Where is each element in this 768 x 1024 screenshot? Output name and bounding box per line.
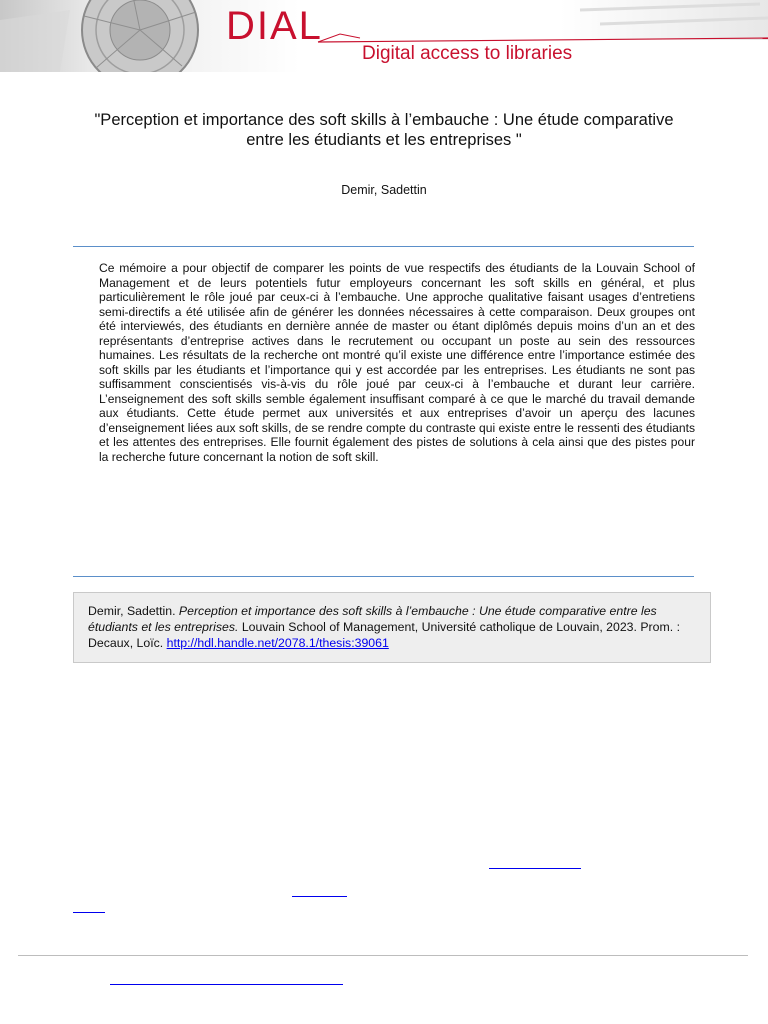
footer-divider [18,955,748,956]
citation-details: Louvain School of Management, Université catholique de Louvain, 2023. Prom. : Decaux, Loïc. [88,620,680,650]
citation-author: Demir, Sadettin. [88,604,176,618]
dial-tagline: Digital access to libraries [362,43,573,64]
citation-box [73,592,711,663]
bottom-divider [73,576,694,577]
dial-banner [0,0,768,72]
document-author: Demir, Sadettin [341,183,427,197]
top-divider [73,246,694,247]
link-underline[interactable] [292,896,347,897]
abstract-text: Ce mémoire a pour objectif de comparer les points de vue respectifs des étudiants de la Louvain School of Management et de leurs potentiels futur employeurs concernant les soft skills en général, et plus particulièrement le rôle joué par ceux-ci à l’embauche. Une approche qualitative faisant usages d’entretiens semi-directifs a été utilisée afin de générer les données nécessaires à cette comparaison. Deux groupes ont été interviewés, des étudiants en dernière année de master ou étant diplômés depuis moins d’un an et des représentants d’entreprise actives dans le recrutement ou occupant un poste au sein des ressources humaines. Les résultats de la recherche ont montré qu’il existe une différence entre l’importance estimée des soft skills par les étudiants et l’importance qui y est accordée par les entreprises. Les étudiants ne sont pas suffisamment conscientisés vis-à-vis du rôle joué par ceux-ci à l’embauche et durant leur carrière. L’enseignement des soft skills semble également insuffisant comparé à ce que le marché du travail demande aux étudiants. Cette étude permet aux universités et aux entreprises d’avoir un aperçu des lacunes d’enseignement liées aux soft skills, de se rendre compte du contraste qui existe entre le ressenti des étudiants et les attentes des entreprises. Elle fournit également des pistes de solutions à cela ainsi que des pistes pour la recherche future concernant la notion de soft skill. [99,261,695,464]
link-underline[interactable] [489,868,581,869]
footer-link-underline[interactable] [110,984,343,985]
dial-logo-text: DIAL [226,4,323,48]
citation-handle-link[interactable]: http://hdl.handle.net/2078.1/thesis:39061 [166,636,389,650]
document-title: "Perception et importance des soft skills à l’embauche : Une étude comparative entre les étudiants et les entreprises " [94,111,674,149]
citation-title: Perception et importance des soft skills à l’embauche : Une étude comparative entre les étudiants et les entreprises. [88,604,657,634]
link-underline[interactable] [73,912,105,913]
